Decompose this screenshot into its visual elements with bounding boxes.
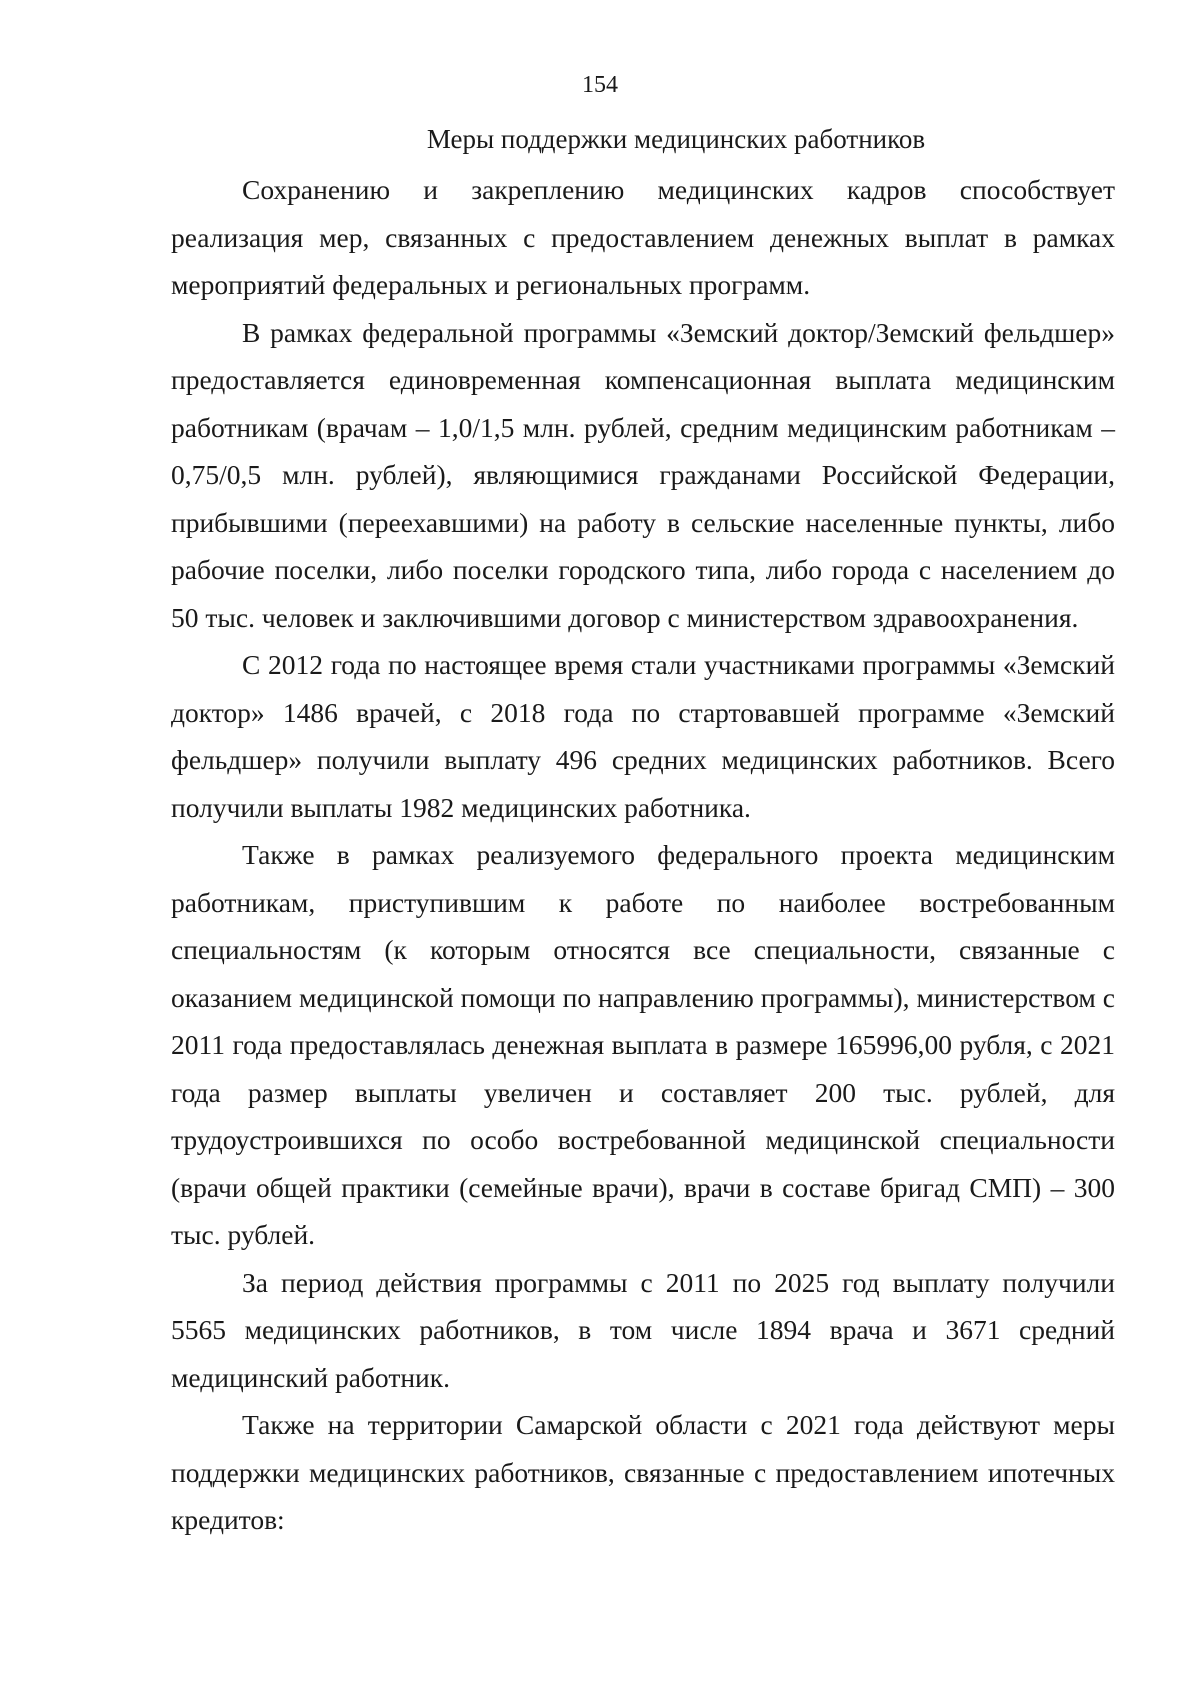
body-text [171,166,1115,1544]
paragraph-federal-project: Также в рамках реализуемого федерального проекта медицинским работникам, приступившим к работе по наиболее востребованным специальностям (к которым относятся все специальности, связанные с оказанием медицинской помощи по направлению программы), министерством с 2011 года предоставлялась денежная выплата в размере 165996,00 рубля, с 2021 года размер выплаты увеличен и составляет 200 тыс. рублей, для трудоустроившихся по особо востребованной медицинской специальности (врачи общей практики (семейные врачи), врачи в составе бригад СМП) – 300 тыс. рублей. [171,839,1115,1250]
paragraph-intro: Сохранению и закреплению медицинских кадров способствует реализация мер, связанных с предоставлением денежных выплат в рамках мероприятий федеральных и региональных программ. [171,174,1115,300]
paragraph-zemsky-program: В рамках федеральной программы «Земский доктор/Земский фельдшер» предоставляется единовременная компенсационная выплата медицинским работникам (врачам – 1,0/1,5 млн. рублей, средним медицинским работникам – 0,75/0,5 млн. рублей), являющимися гражданами Российской Федерации, прибывшими (переехавшими) на работу в сельские населенные пункты, либо рабочие поселки, либо поселки городского типа, либо города с населением до 50 тыс. человек и заключившими договор с министерством здравоохранения. [171,316,1115,633]
paragraph-mortgage: Также на территории Самарской области с 2021 года действуют меры поддержки медицинских работников, связанные с предоставлением ипотечных кредитов: [171,1409,1115,1535]
paragraph-participants: С 2012 года по настоящее время стали участниками программы «Земский доктор» 1486 врачей, с 2018 года по стартовавшей программе «Земский фельдшер» получили выплату 496 средних медицинских работников. Всего получили выплаты 1982 медицинских работника. [171,649,1115,823]
paragraph-period-results: За период действия программы с 2011 по 2025 год выплату получили 5565 медицинских работников, в том числе 1894 врача и 3671 средний медицинский работник. [171,1266,1115,1393]
section-heading: Меры поддержки медицинских работников [426,124,926,154]
page-number: 154 [582,72,618,98]
